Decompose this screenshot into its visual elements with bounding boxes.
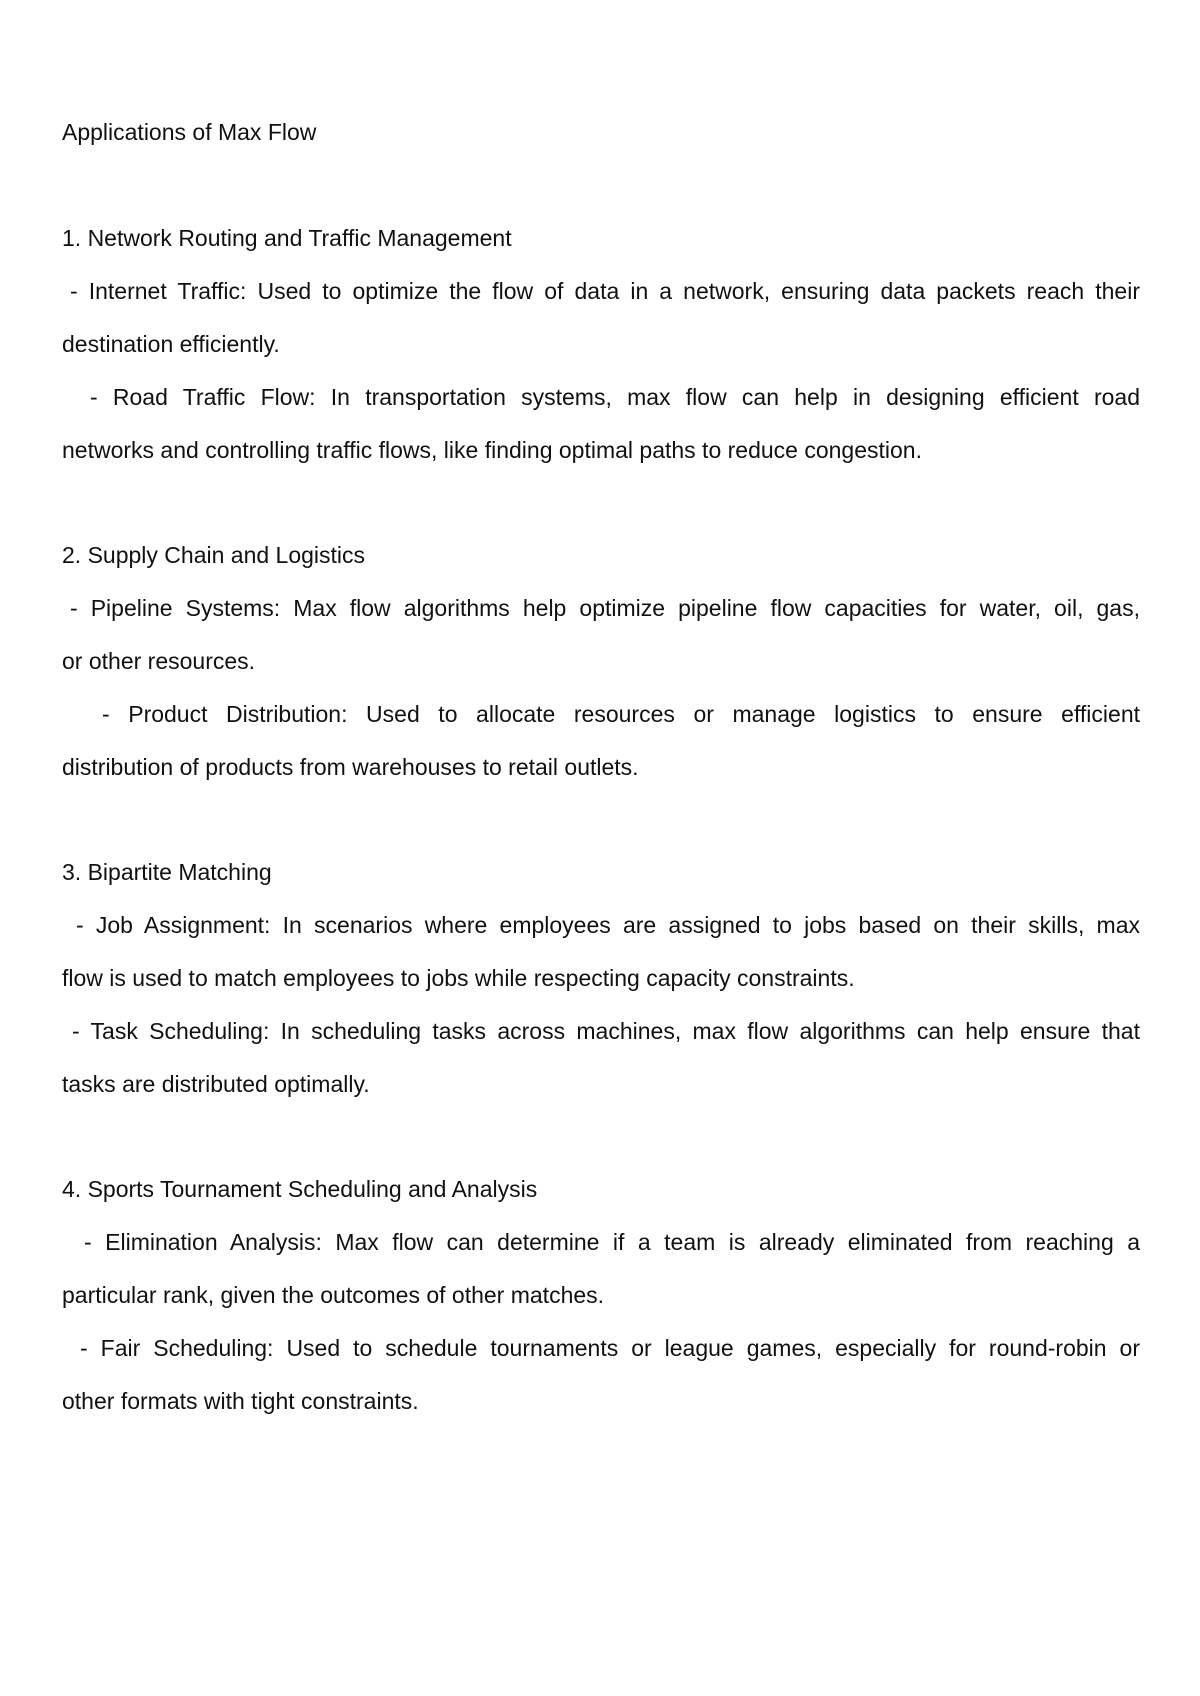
section-3-item-1-line-2: flow is used to match employees to jobs while respecting capacity constraints. [62,965,855,991]
section-heading-4: 4. Sports Tournament Scheduling and Analysis [62,1176,538,1202]
section-4-item-1-line-1: - Elimination Analysis: Max flow can determine if a team is already eliminated from reaching a [84,1229,1140,1255]
document-title: Applications of Max Flow [62,119,317,145]
section-4-item-2-line-1: - Fair Scheduling: Used to schedule tournaments or league games, especially for round-robin or [80,1335,1140,1361]
section-3-item-1-line-1: - Job Assignment: In scenarios where employees are assigned to jobs based on their skills, max [76,912,1140,938]
section-1-item-1-line-2: destination efficiently. [62,331,280,357]
section-2-item-1-line-2: or other resources. [62,648,256,674]
section-3-item-2-line-1: - Task Scheduling: In scheduling tasks across machines, max flow algorithms can help ensure that [72,1018,1140,1044]
section-2-item-2-line-2: distribution of products from warehouses to retail outlets. [62,754,639,780]
section-heading-3: 3. Bipartite Matching [62,859,272,885]
section-4-item-2-line-2: other formats with tight constraints. [62,1388,419,1414]
section-2-item-1-line-1: - Pipeline Systems: Max flow algorithms help optimize pipeline flow capacities for water, oil, gas, [70,595,1140,621]
section-1-item-1-line-1: - Internet Traffic: Used to optimize the flow of data in a network, ensuring data packets reach their [70,278,1140,304]
section-3-item-2-line-2: tasks are distributed optimally. [62,1071,370,1097]
section-heading-1: 1. Network Routing and Traffic Management [62,225,512,251]
section-1-item-2-line-2: networks and controlling traffic flows, like finding optimal paths to reduce congestion. [62,437,922,463]
section-heading-2: 2. Supply Chain and Logistics [62,542,366,568]
section-2-item-2-line-1: - Product Distribution: Used to allocate resources or manage logistics to ensure efficient [102,701,1140,727]
section-1-item-2-line-1: - Road Traffic Flow: In transportation systems, max flow can help in designing efficient road [90,384,1140,410]
section-4-item-1-line-2: particular rank, given the outcomes of other matches. [62,1282,605,1308]
